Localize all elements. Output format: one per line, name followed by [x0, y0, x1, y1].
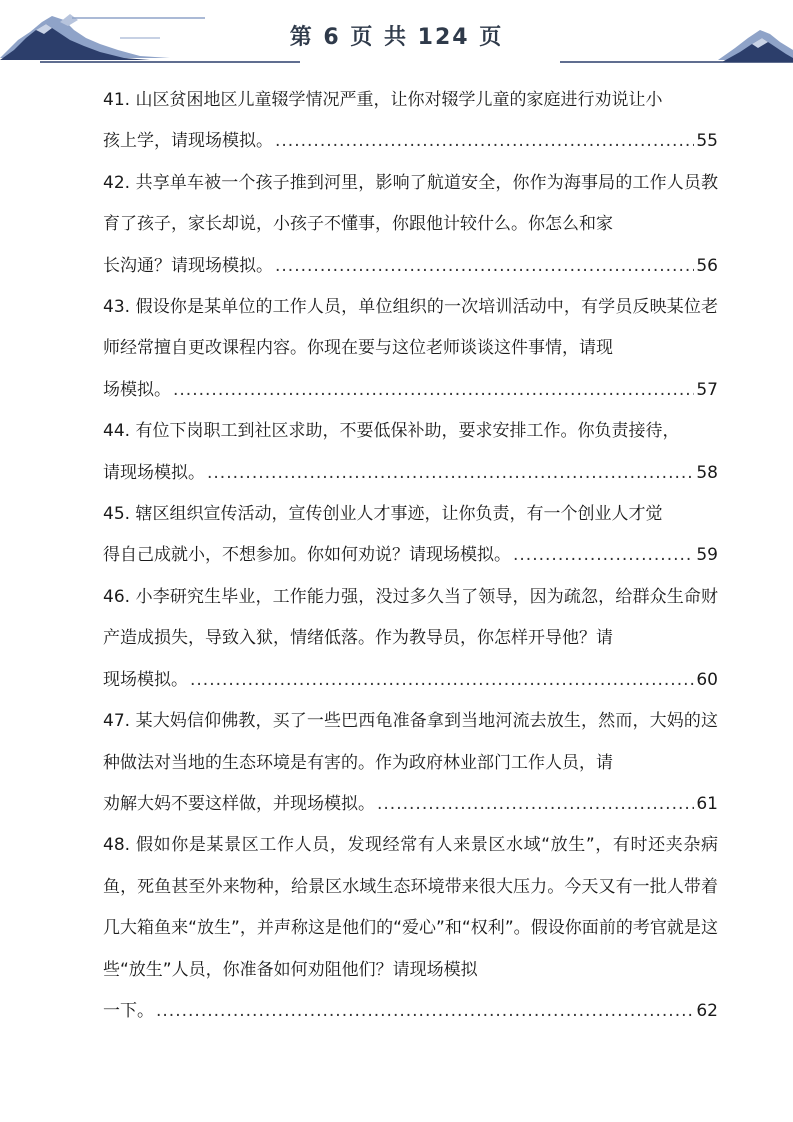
dot-leader — [513, 535, 694, 576]
toc-entry-text: 44. 有位下岗职工到社区求助，不要低保补助，要求安排工作。你负责接待， — [103, 421, 680, 442]
toc-entry-last-line: 长沟通？请现场模拟。 — [103, 255, 273, 276]
toc-entry-42[interactable] — [103, 163, 718, 287]
toc-page-number: 58 — [696, 462, 718, 483]
toc-entry-text: 42. 共享单车被一个孩子推到河里，影响了航道安全，你作为海事局的工作人员教育了孩子，家长却说，小孩子不懂事，你跟他计较什么。你怎么和家 — [103, 172, 718, 235]
toc-entry-text: 48. 假如你是某景区工作人员，发现经常有人来景区水域“放生”，有时还夹杂病鱼，死鱼甚至外来物种，给景区水域生态环境带来很大压力。今天又有一批人带着几大箱鱼来“放生”，并声称这是他们的“爱心”和“权利”。假设你面前的考官就是这些“放生”人员，你准备如何劝阻他们？请现场模拟 — [103, 835, 718, 980]
toc-entry-46[interactable] — [103, 577, 718, 701]
toc-entry-text: 45. 辖区组织宣传活动，宣传创业人才事迹，让你负责，有一个创业人才觉 — [103, 504, 663, 525]
toc-entry-43[interactable] — [103, 287, 718, 411]
toc-page-number: 59 — [696, 545, 718, 566]
toc-entry-last-line: 一下。 — [103, 1000, 154, 1021]
dot-leader — [275, 246, 694, 287]
toc-entry-last-line: 请现场模拟。 — [103, 462, 205, 483]
toc-page-number: 60 — [696, 669, 718, 690]
page-title: 第 6 页 共 124 页 — [289, 25, 504, 50]
toc-entry-41[interactable] — [103, 80, 718, 163]
toc-entry-text: 41. 山区贫困地区儿童辍学情况严重，让你对辍学儿童的家庭进行劝说让小 — [103, 90, 663, 110]
toc-page-number: 57 — [696, 379, 718, 400]
table-of-contents — [103, 80, 718, 1032]
toc-entry-48[interactable] — [103, 825, 718, 1032]
toc-entry-text: 46. 小李研究生毕业，工作能力强，没过多久当了领导，因为疏忽，给群众生命财产造成损失，导致入狱，情绪低落。作为教导员，你怎样开导他？请 — [103, 586, 718, 649]
toc-entry-last-line: 得自己成就小，不想参加。你如何劝说？请现场模拟。 — [103, 545, 511, 566]
dot-leader — [275, 121, 694, 162]
toc-entry-last-line: 孩上学，请现场模拟。 — [103, 131, 273, 152]
toc-page-number: 61 — [696, 793, 718, 814]
toc-page-number: 62 — [696, 1000, 718, 1021]
dot-leader — [173, 370, 694, 411]
dot-leader — [377, 784, 694, 825]
page-header — [0, 0, 793, 70]
toc-entry-last-line: 现场模拟。 — [103, 669, 188, 690]
toc-entry-45[interactable] — [103, 494, 718, 577]
toc-page-number: 55 — [696, 131, 718, 152]
toc-entry-text: 43. 假设你是某单位的工作人员，单位组织的一次培训活动中，有学员反映某位老师经常擅自更改课程内容。你现在要与这位老师谈谈这件事情，请现 — [103, 297, 718, 359]
toc-entry-44[interactable] — [103, 411, 718, 494]
toc-page-number: 56 — [696, 255, 718, 276]
toc-entry-text: 47. 某大妈信仰佛教，买了一些巴西龟准备拿到当地河流去放生，然而，大妈的这种做法对当地的生态环境是有害的。作为政府林业部门工作人员，请 — [103, 711, 718, 773]
toc-entry-47[interactable] — [103, 701, 718, 825]
dot-leader — [190, 660, 694, 701]
dot-leader — [156, 991, 694, 1032]
toc-entry-last-line: 场模拟。 — [103, 379, 171, 400]
toc-entry-last-line: 劝解大妈不要这样做，并现场模拟。 — [103, 793, 375, 814]
dot-leader — [207, 453, 694, 494]
